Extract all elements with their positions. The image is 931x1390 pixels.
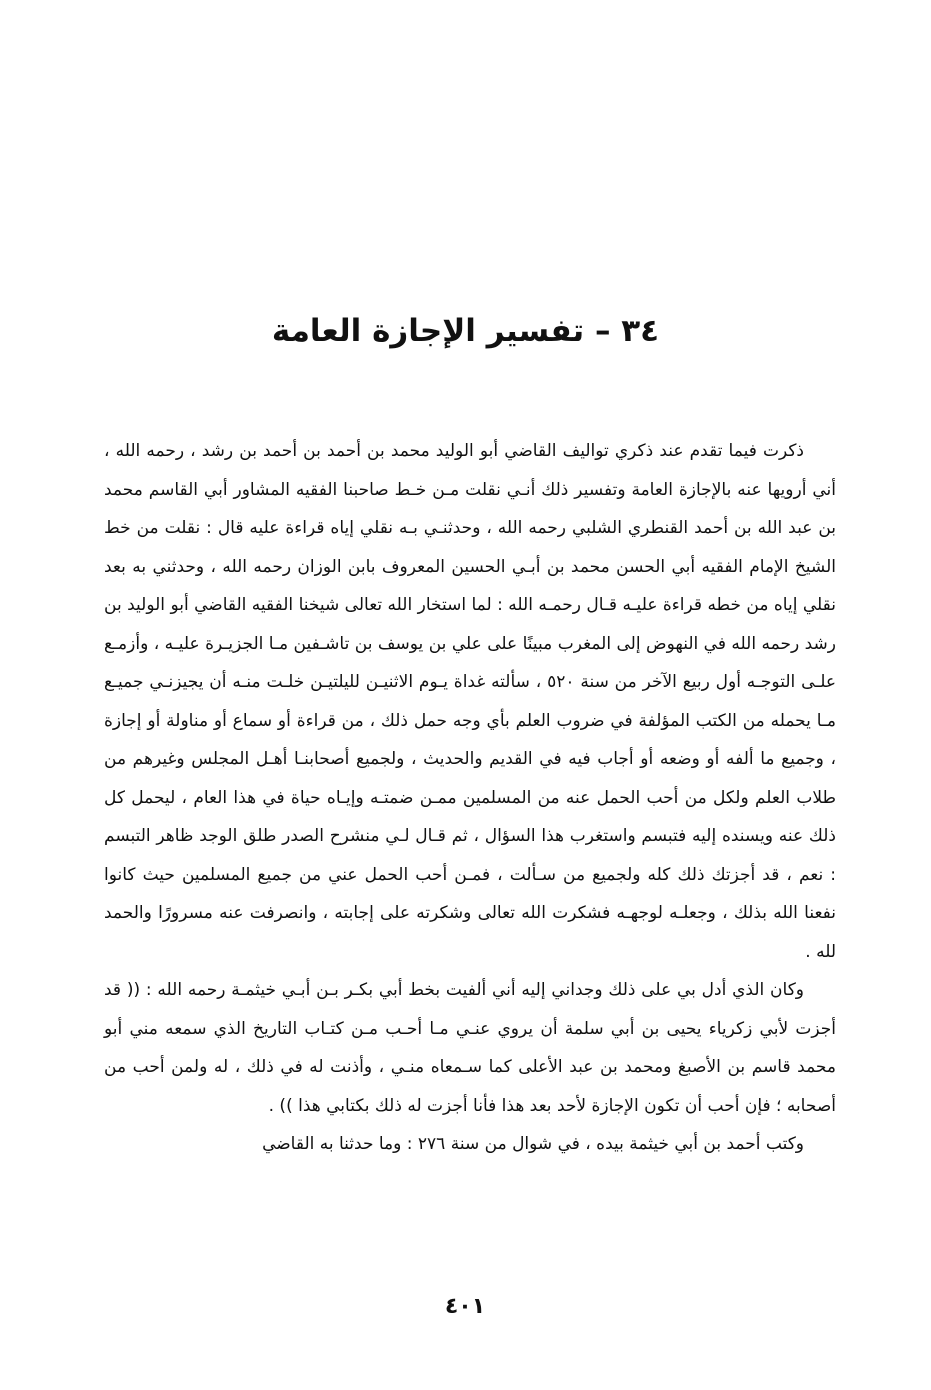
paragraph-2: وكان الذي أدل بي على ذلك وجداني إليه أني ألفيت بخط أبي بكـر بـن أبـي خيثمـة رحمه الله : (( قد أجزت لأبي زكرياء يحيى بن أبي سلمة أن يروي عنـي مـا أحـب مـن كتـاب التاريخ الذي سمعه مني أبو محمد قاسم بن الأصبغ ومحمد بن عبد الأعلى كما سـمعاه منـي ، وأذنت له في ذلك ، له ولمن أحب من أصحابه ؛ فإن أحب أن تكون الإجازة لأحد بعد هذا فأنا أجزت له ذلك بكتابي هذا )) . [104, 980, 836, 1116]
chapter-title: ٣٤ – تفسير الإجازة العامة [271, 313, 660, 349]
paragraph-1: ذكرت فيما تقدم عند ذكري تواليف القاضي أبو الوليد محمد بن أحمد بن أحمد بن رشد ، رحمه الله ، أني أرويها عنه بالإجازة العامة وتفسير ذلك أنـي نقلت مـن خـط صاحبنا الفقيه المشاور أبي القاسم محمد بن عبد الله بن أحمد القنطري الشلبي رحمه الله ، وحدثنـي بـه نقلي إياه قراءة عليه قال : نقلت من خط الشيخ الإمام الفقيه أبي الحسن محمد بن أبـي الحسين المعروف بابن الوزان رحمه الله ، وحدثني به بعد نقلي إياه من خطه قراءة عليـه قـال رحمـه الله : لما استخار الله تعالى شيخنا الفقيه القاضي أبو الوليد بن رشد رحمه الله في النهوض إلى المغرب مبينًا على علي بن يوسف بن تاشـفين مـا الجزيـرة عليـه ، وأزمـع علـى التوجـه أول ربيع الآخر من سنة ٥٢٠ ، سألته غداة يـوم الاثنيـن لليلتيـن خلـت منـه أن يجيزنـي جميـع مـا يحمله من الكتب المؤلفة في ضروب العلم بأي وجه حمل ذلك ، من قراءة أو سماع أو مناولة أو إجازة ، وجميع ما ألفه أو وضعه أو أجاب فيه في القديم والحديث ، ولجميع أصحابنـا أهـل المجلس وغيرهم من طلاب العلم ولكل من أحب الحمل عنه من المسلمين ممـن ضمتـه وإيـاه حياة في هذا العام ، ليحمل كل ذلك عنه ويسنده إليه فتبسم واستغرب هذا السؤال ، ثم قـال لـي منشرح الصدر طلق الوجد ظاهر التبسم : نعم ، قد أجزتك ذلك كله ولجميع من سـألت ، فمـن أحب الحمل عني من جميع المسلمين حيث كانوا نفعنا الله بذلك ، وجعلـه لوجهـه فشكرت الله تعالى وشكرته على إجابته ، وانصرفت عنه مسرورًا والحمد لله . [104, 441, 836, 962]
body-text [104, 432, 836, 1164]
page-number: ٤٠١ [444, 1294, 486, 1319]
paragraph-3: وكتب أحمد بن أبي خيثمة بيده ، في شوال من سنة ٢٧٦ : وما حدثنا به القاضي [262, 1134, 804, 1154]
